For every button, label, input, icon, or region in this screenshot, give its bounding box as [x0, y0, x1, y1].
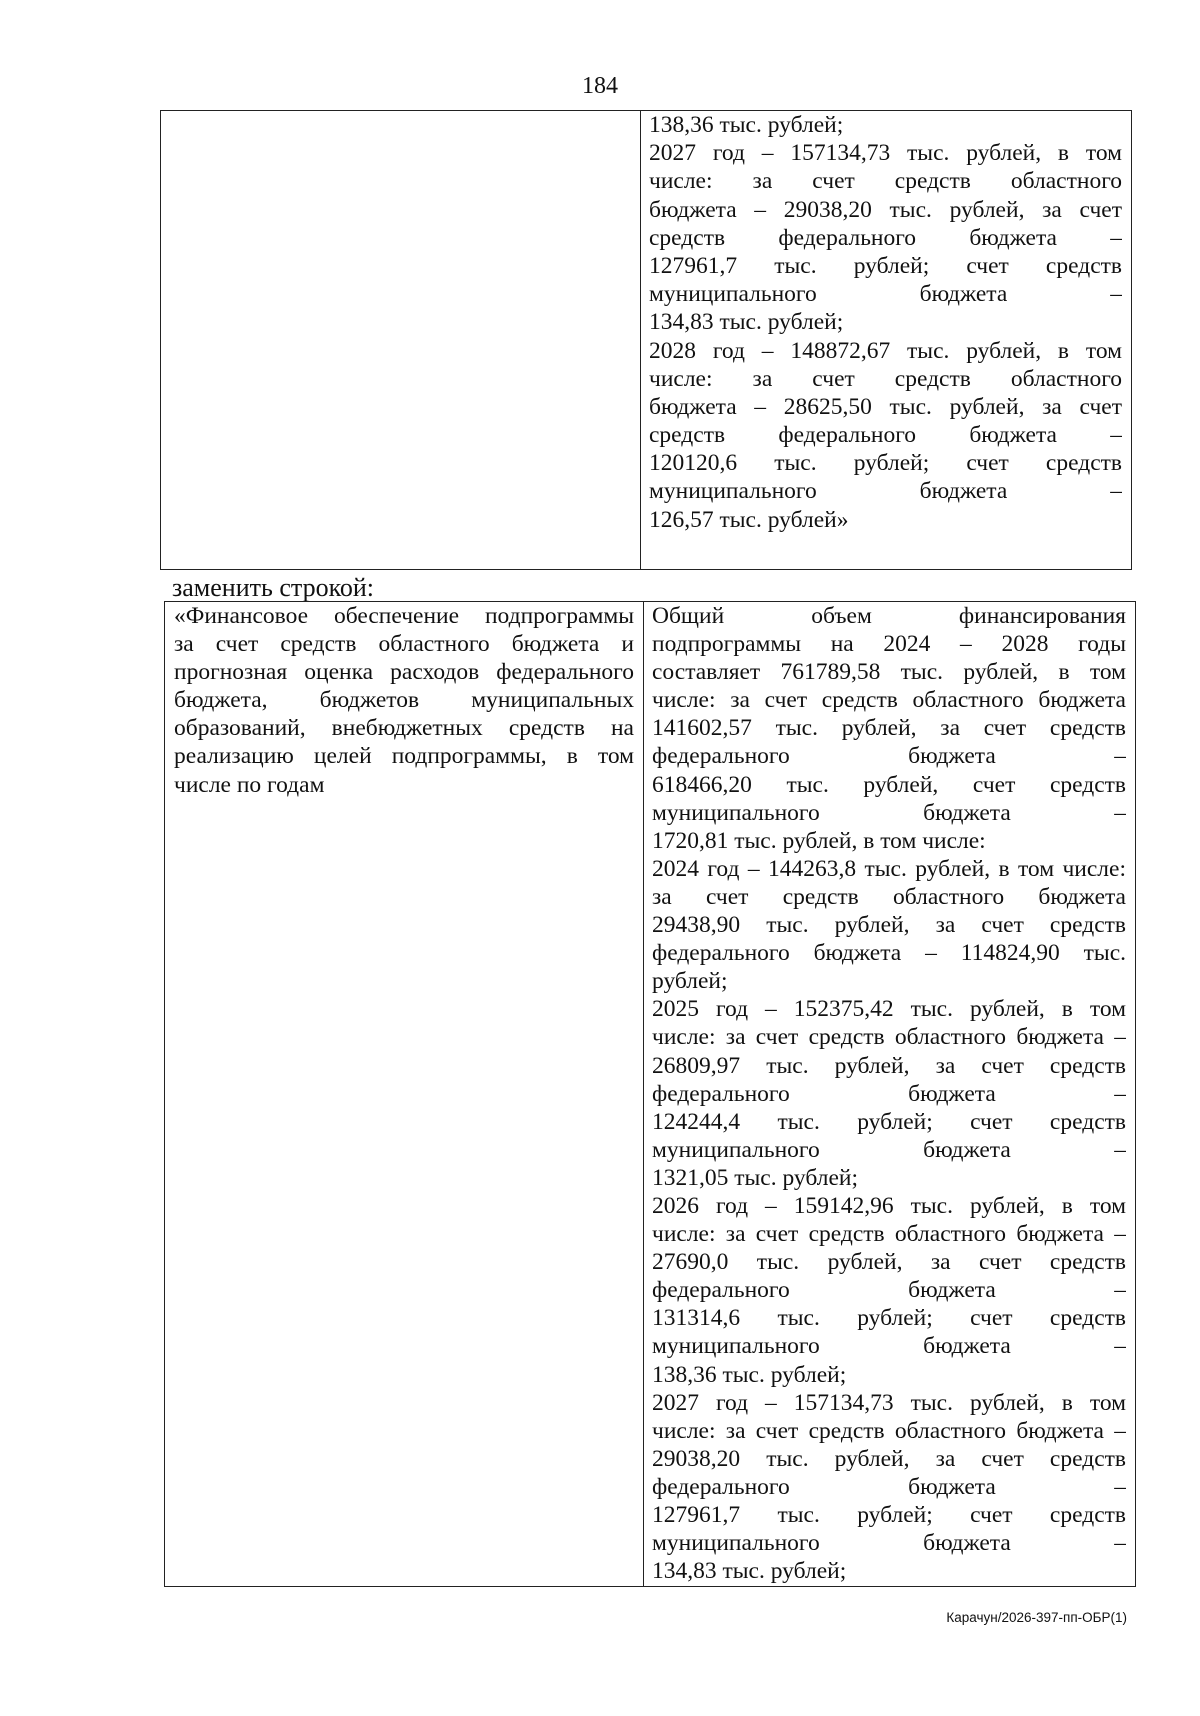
text-line: федерального бюджета – 114824,90 тыс.	[652, 940, 1126, 967]
text-line: подпрограммы на 2024 – 2028 годы	[652, 631, 1126, 658]
text-line: средств федерального бюджета –	[649, 422, 1122, 449]
table-cell-left	[165, 602, 644, 1587]
text-line: муниципального бюджета –	[652, 1530, 1126, 1557]
text-line: бюджета, бюджетов муниципальных	[174, 687, 634, 714]
text-line: за счет средств областного бюджета и	[174, 631, 634, 658]
text-line: 2025 год – 152375,42 тыс. рублей, в том	[652, 996, 1126, 1023]
text-line: муниципального бюджета –	[649, 478, 1122, 505]
text-line: федерального бюджета –	[652, 1473, 1126, 1500]
funding-text-top	[649, 111, 1122, 534]
text-line: за счет средств областного бюджета	[652, 883, 1126, 910]
text-line: прогнозная оценка расходов федерального	[174, 659, 634, 686]
text-line: муниципального бюджета –	[652, 1333, 1126, 1360]
text-line: 26809,97 тыс. рублей, за счет средств	[652, 1052, 1126, 1079]
table-cell-right	[644, 602, 1136, 1587]
replace-instruction: заменить строкой:	[172, 573, 375, 602]
text-line: средств федерального бюджета –	[649, 224, 1122, 251]
text-line: 120120,6 тыс. рублей; счет средств	[649, 450, 1122, 477]
text-line: федерального бюджета –	[652, 1080, 1126, 1107]
text-line: 2028 год – 148872,67 тыс. рублей, в том	[649, 337, 1122, 364]
text-line: 127961,7 тыс. рублей; счет средств	[652, 1502, 1126, 1528]
text-line: числе: за счет средств областного бюджета –	[652, 1024, 1126, 1051]
text-line: рублей;	[652, 968, 728, 995]
text-line: 134,83 тыс. рублей;	[649, 309, 844, 336]
funding-table-replacement	[164, 601, 1136, 1587]
text-line: 138,36 тыс. рублей;	[652, 1361, 847, 1388]
text-line: 134,83 тыс. рублей;	[652, 1558, 847, 1585]
table-row	[165, 602, 1136, 1587]
text-line: 124244,4 тыс. рублей; счет средств	[652, 1108, 1126, 1135]
text-line: числе: за счет средств областного	[649, 365, 1122, 392]
text-line: 29438,90 тыс. рублей, за счет средств	[652, 912, 1126, 939]
text-line: 27690,0 тыс. рублей, за счет средств	[652, 1249, 1126, 1276]
table-row	[161, 111, 1132, 570]
table-cell-right	[641, 111, 1132, 570]
text-line: Общий объем финансирования	[652, 603, 1126, 629]
text-line: числе по годам	[174, 771, 325, 798]
document-code: Карачун/2026-397-пп-ОБР(1)	[946, 1610, 1127, 1625]
text-line: 2026 год – 159142,96 тыс. рублей, в том	[652, 1192, 1126, 1219]
text-line: образований, внебюджетных средств на	[174, 715, 634, 742]
text-line: 1720,81 тыс. рублей, в том числе:	[652, 827, 986, 854]
text-line: бюджета – 29038,20 тыс. рублей, за счет	[649, 196, 1122, 223]
text-line: реализацию целей подпрограммы, в том	[174, 743, 634, 770]
text-line: числе: за счет средств областного бюджета	[652, 687, 1126, 714]
text-line: бюджета – 28625,50 тыс. рублей, за счет	[649, 393, 1122, 420]
text-line: федерального бюджета –	[652, 1277, 1126, 1304]
text-line: муниципального бюджета –	[652, 799, 1126, 826]
table-cell-left	[161, 111, 641, 570]
text-line: муниципального бюджета –	[649, 281, 1122, 308]
text-line: 1321,05 тыс. рублей;	[652, 1164, 859, 1191]
text-line: составляет 761789,58 тыс. рублей, в том	[652, 659, 1126, 686]
text-line: «Финансовое обеспечение подпрограммы	[174, 603, 634, 629]
text-line: 138,36 тыс. рублей;	[649, 112, 844, 138]
text-line: 126,57 тыс. рублей»	[649, 506, 849, 533]
text-line: федерального бюджета –	[652, 743, 1126, 770]
text-line: 29038,20 тыс. рублей, за счет средств	[652, 1445, 1126, 1472]
text-line: 2027 год – 157134,73 тыс. рублей, в том	[649, 140, 1122, 167]
funding-table-original	[160, 110, 1132, 570]
text-line: муниципального бюджета –	[652, 1136, 1126, 1163]
funding-text-bottom	[652, 602, 1126, 1585]
text-line: 127961,7 тыс. рублей; счет средств	[649, 252, 1122, 279]
page-number: 184	[582, 73, 618, 99]
text-line: 141602,57 тыс. рублей, за счет средств	[652, 715, 1126, 742]
text-line: 2024 год – 144263,8 тыс. рублей, в том числе:	[652, 855, 1126, 882]
text-line: числе: за счет средств областного бюджета –	[652, 1221, 1126, 1248]
text-line: 2027 год – 157134,73 тыс. рублей, в том	[652, 1389, 1126, 1416]
text-line: числе: за счет средств областного бюджета –	[652, 1417, 1126, 1444]
text-line: числе: за счет средств областного	[649, 168, 1122, 195]
text-line: 131314,6 тыс. рублей; счет средств	[652, 1305, 1126, 1332]
subprogram-title	[174, 602, 634, 799]
text-line: 618466,20 тыс. рублей, счет средств	[652, 771, 1126, 798]
